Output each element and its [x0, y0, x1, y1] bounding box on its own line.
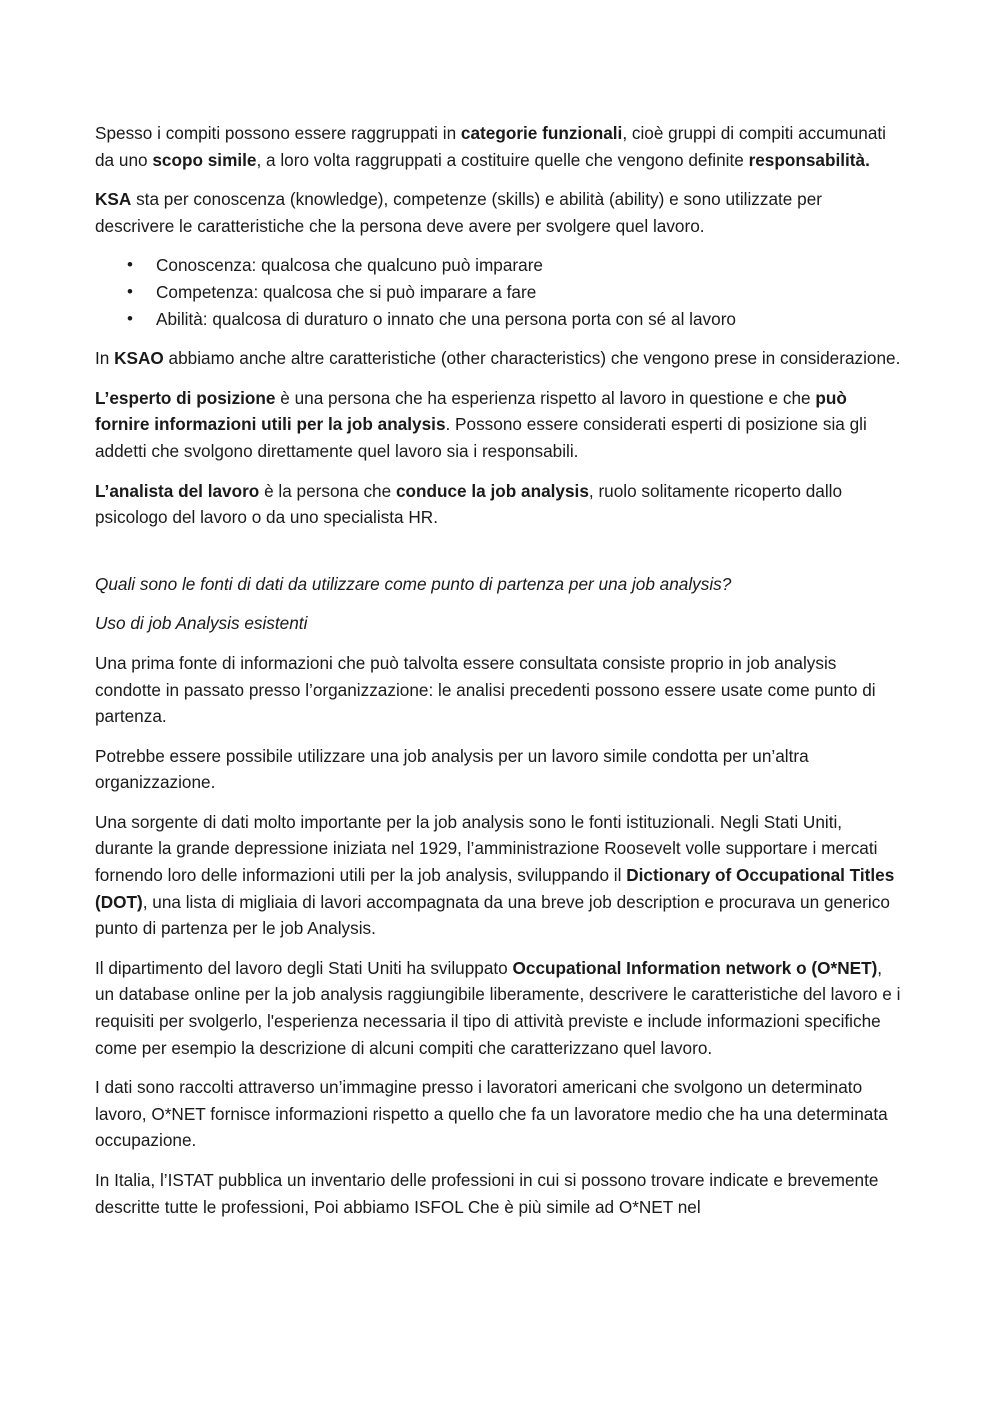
bold-term: KSAO [114, 348, 164, 369]
bold-term: L’esperto di posizione [95, 387, 276, 408]
blank-line [95, 544, 905, 571]
bold-term: KSA [95, 189, 132, 210]
bold-term: Occupational Information network o (O*NET) [512, 957, 878, 978]
section-subheading: Uso di job Analysis esistenti [95, 613, 308, 634]
paragraph-job-analyst: L’analista del lavoro è la persona che conduce la job analysis, ruolo solitamente ricoperto dallo psicologo del lavoro o da uno specialista HR. [95, 480, 843, 528]
list-item: • Conoscenza: qualcosa che qualcuno può imparare [156, 252, 905, 279]
paragraph-functional-categories: Spesso i compiti possono essere raggruppati in categorie funzionali, cioè gruppi di compiti accumunati da uno scopo simile, a loro volta raggruppati a costituire quelle che vengono definite responsabilità. [95, 123, 886, 170]
document-page [95, 120, 905, 1233]
ksa-bullet-list [95, 252, 905, 332]
section-question: Quali sono le fonti di dati da utilizzare come punto di partenza per una job analysis? [95, 573, 732, 594]
bold-term: può fornire informazioni utili per la job analysis [95, 387, 847, 435]
paragraph-dot: Una sorgente di dati molto importante per la job analysis sono le fonti istituzionali. Negli Stati Uniti, durante la grande depressione iniziata nel 1929, l’amministrazione Roosevelt volle supportare i mercati fornendo loro delle informazioni utili per la job analysis, sviluppando il Dictionary of Occupational Titles (DOT), una lista di migliaia di lavori accompagnata da una breve job description e procurava un generico punto di partenza per le job Analysis. [95, 811, 895, 939]
bold-term: responsabilità. [748, 149, 870, 170]
paragraph-ksao: In KSAO abbiamo anche altre caratteristiche (other characteristics) che vengono prese in considerazione. [95, 348, 901, 369]
bold-term: L’analista del lavoro [95, 480, 260, 501]
bold-term: Dictionary of Occupational Titles (DOT) [95, 865, 895, 912]
bold-term: conduce la job analysis [395, 480, 589, 501]
paragraph-onet: Il dipartimento del lavoro degli Stati Uniti ha sviluppato Occupational Information network o (O*NET), un database online per la job analysis raggiungibile liberamente, descrivere le caratteristiche del lavoro e i requisiti per svolgerlo, l'esperienza necessaria il tipo di attività previste e include informazioni specifiche come per esempio la descrizione di alcuni compiti che caratterizzano quel lavoro. [95, 957, 901, 1058]
paragraph-position-expert: L’esperto di posizione è una persona che ha esperienza rispetto al lavoro in questione e che può fornire informazioni utili per la job analysis. Possono essere considerati esperti di posizione sia gli addetti che svolgono direttamente quel lavoro sia i responsabili. [95, 387, 867, 461]
paragraph-previous-analyses: Una prima fonte di informazioni che può talvolta essere consultata consiste proprio in job analysis condotte in passato presso l’organizzazione: le analisi precedenti possono essere usate come punto di partenza. [95, 652, 876, 727]
paragraph-ksa: KSA sta per conoscenza (knowledge), competenze (skills) e abilità (ability) e sono utilizzate per descrivere le caratteristiche che la persona deve avere per svolgere quel lavoro. [95, 189, 822, 236]
list-item: • Abilità: qualcosa di duraturo o innato che una persona porta con sé al lavoro [156, 306, 905, 333]
bold-term: categorie funzionali [460, 123, 623, 143]
list-item: • Competenza: qualcosa che si può imparare a fare [156, 279, 905, 306]
paragraph-italy: In Italia, l’ISTAT pubblica un inventario delle professioni in cui si possono trovare indicate e brevemente descritte tutte le professioni, Poi abbiamo ISFOL Che è più simile ad O*NET nel [95, 1170, 879, 1217]
paragraph-other-organization: Potrebbe essere possibile utilizzare una job analysis per un lavoro simile condotta per un’altra organizzazione. [95, 745, 809, 793]
bold-term: scopo simile [152, 149, 257, 170]
paragraph-data-collection: I dati sono raccolti attraverso un’immagine presso i lavoratori americani che svolgono un determinato lavoro, O*NET fornisce informazioni rispetto a quello che fa un lavoratore medio che ha una determinata occupazione. [95, 1077, 888, 1151]
